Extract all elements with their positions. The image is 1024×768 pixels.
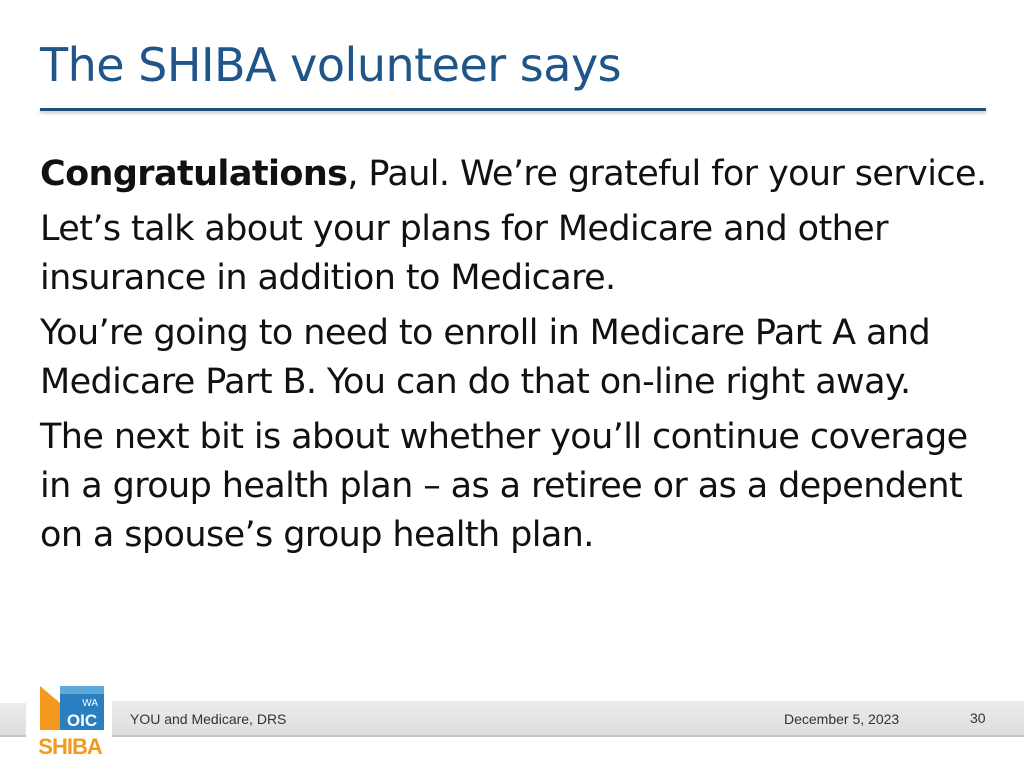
footer-bar-left-stub [0, 703, 26, 737]
paragraph-enroll [40, 309, 990, 407]
logo-shiba-text: SHIBA [38, 734, 102, 758]
paragraph-text: , Paul. We’re grateful for your service. [347, 154, 987, 194]
logo-oic-text: OIC [66, 711, 98, 730]
slide-body [40, 150, 990, 566]
logo-light-blue-strip [60, 686, 104, 694]
paragraph-bold-lead: Congratulations [40, 154, 348, 194]
paragraph-text: The next bit is about whether you’ll continue coverage in a group health plan – as a retiree or as a dependent on a spouse’s group health plan. [40, 417, 968, 555]
paragraph-group-health [40, 413, 990, 560]
footer-presentation-name: YOU and Medicare, DRS [130, 711, 287, 727]
paragraph-text: You’re going to need to enroll in Medicare Part A and Medicare Part B. You can do that on-line right away. [40, 313, 931, 402]
paragraph-text: Let’s talk about your plans for Medicare and other insurance in addition to Medicare. [40, 209, 888, 298]
wa-oic-shiba-logo [36, 686, 106, 758]
slide-number: 30 [970, 710, 986, 726]
footer-date: December 5, 2023 [784, 711, 900, 727]
paragraph-congratulations [40, 150, 990, 199]
paragraph-plans [40, 205, 990, 303]
title-divider [40, 108, 986, 111]
logo-wa-text: WA [82, 698, 98, 709]
slide-title: The SHIBA volunteer says [40, 38, 622, 92]
